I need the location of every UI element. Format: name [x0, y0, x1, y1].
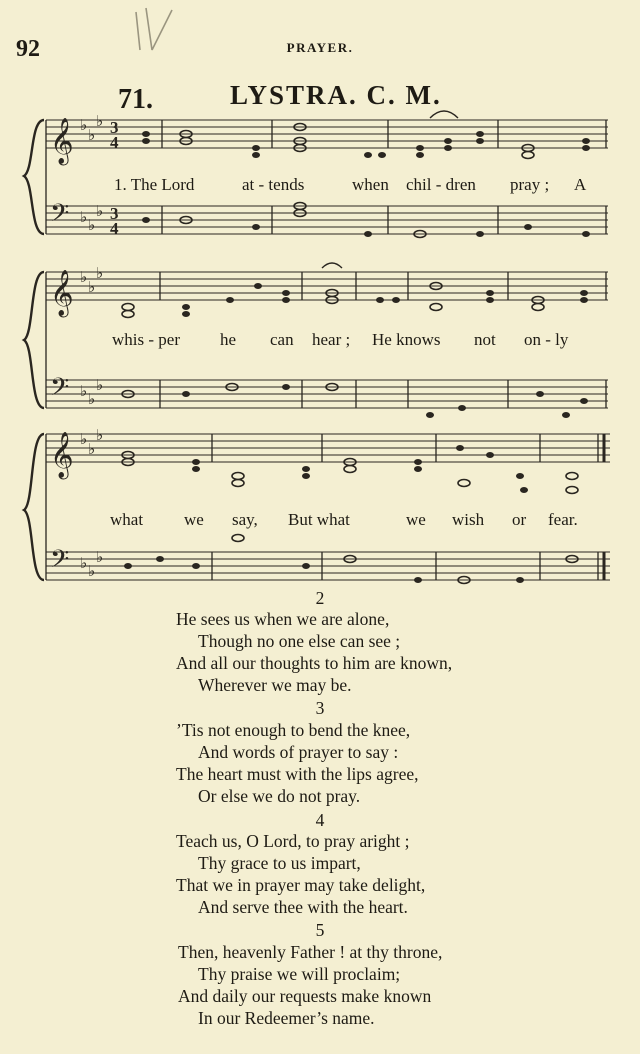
- verse-line: And serve thee with the heart.: [198, 897, 408, 917]
- bass-staff: [46, 206, 608, 234]
- bass-clef-icon: 𝄢: [50, 373, 70, 408]
- svg-text:4: 4: [110, 133, 119, 152]
- svg-text:♭: ♭: [80, 208, 88, 226]
- svg-text:4: 4: [110, 219, 119, 238]
- svg-text:♭: ♭: [96, 426, 104, 444]
- music-system-3: [0, 428, 640, 588]
- lyric-syllable: can: [270, 330, 294, 349]
- svg-text:3: 3: [110, 118, 119, 137]
- lyric-syllable: wish: [452, 510, 485, 529]
- lyric-syllable: 1. The Lord: [114, 175, 195, 194]
- lyric-syllable: we: [406, 510, 426, 529]
- svg-text:♭: ♭: [88, 216, 96, 234]
- lyrics-line-1: [0, 175, 640, 199]
- lyric-syllable: or: [512, 510, 527, 529]
- lyric-syllable: we: [184, 510, 204, 529]
- lyric-syllable: on - ly: [524, 330, 569, 349]
- verse-line: Teach us, O Lord, to pray aright ;: [176, 831, 410, 851]
- handwritten-mark: [132, 4, 182, 54]
- verse-5: [0, 920, 640, 1030]
- svg-text:♭: ♭: [88, 278, 96, 296]
- lyric-syllable: hear ;: [312, 330, 351, 349]
- lyric-syllable: whis - per: [112, 330, 180, 349]
- svg-text:♭: ♭: [80, 268, 88, 286]
- verse-line: Or else we do not pray.: [198, 786, 361, 806]
- verse-number: 2: [315, 588, 325, 608]
- verse-line: He sees us when we are alone,: [176, 609, 390, 629]
- verse-line: And all our thoughts to him are known,: [176, 653, 453, 673]
- lyric-syllable: fear.: [548, 510, 578, 529]
- lyric-syllable: say,: [232, 510, 258, 529]
- lyric-syllable: pray ;: [510, 175, 550, 194]
- verse-line: The heart must with the lips agree,: [176, 764, 419, 784]
- verse-line: And daily our requests make known: [178, 986, 432, 1006]
- treble-clef-icon: 𝄞: [50, 270, 74, 316]
- verse-number: 3: [315, 698, 325, 718]
- svg-text:♭: ♭: [88, 440, 96, 458]
- verse-4: [0, 810, 640, 920]
- system-brace: [24, 434, 44, 580]
- lyric-syllable: chil - dren: [406, 175, 476, 194]
- lyric-syllable: A: [574, 175, 587, 194]
- svg-text:♭: ♭: [88, 562, 96, 580]
- verse-line: Thy grace to us impart,: [198, 853, 361, 873]
- bass-clef-icon: 𝄢: [50, 545, 70, 580]
- verse-line: And words of prayer to say :: [198, 742, 399, 762]
- hymn-title: LYSTRA. C. M.: [230, 80, 442, 110]
- verse-line: In our Redeemer’s name.: [198, 1008, 375, 1028]
- lyric-syllable: But what: [288, 510, 350, 529]
- lyrics-line-3: [0, 510, 640, 534]
- verse-line: Though no one else can see ;: [198, 631, 401, 651]
- verse-line: That we in prayer may take delight,: [176, 875, 426, 895]
- bass-clef-icon: 𝄢: [50, 199, 70, 234]
- treble-clef-icon: 𝄞: [50, 118, 74, 164]
- verse-2: [0, 588, 640, 698]
- svg-text:♭: ♭: [96, 376, 104, 394]
- verse-3: [0, 698, 640, 808]
- hymn-number: 71.: [118, 84, 153, 115]
- verse-line: ’Tis not enough to bend the knee,: [176, 720, 411, 740]
- svg-text:♭: ♭: [80, 430, 88, 448]
- lyric-syllable: he: [220, 330, 237, 349]
- lyric-syllable: when: [352, 175, 389, 194]
- lyric-syllable: at - tends: [242, 175, 305, 194]
- svg-text:♭: ♭: [88, 390, 96, 408]
- treble-staff: [46, 120, 608, 148]
- svg-text:♭: ♭: [96, 202, 104, 220]
- verse-line: Then, heavenly Father ! at thy throne,: [178, 942, 443, 962]
- lyric-syllable: He knows: [372, 330, 441, 349]
- lyric-syllable: what: [110, 510, 144, 529]
- svg-text:♭: ♭: [88, 126, 96, 144]
- svg-text:♭: ♭: [96, 264, 104, 282]
- verse-number: 5: [315, 920, 325, 940]
- treble-clef-icon: 𝄞: [50, 432, 74, 478]
- svg-text:3: 3: [110, 204, 119, 223]
- svg-text:♭: ♭: [80, 382, 88, 400]
- verse-number: 4: [315, 810, 325, 830]
- lyric-syllable: not: [474, 330, 496, 349]
- lyrics-line-2: [0, 330, 640, 354]
- page-number: 92: [16, 36, 40, 62]
- svg-text:♭: ♭: [80, 116, 88, 134]
- section-title: PRAYER.: [286, 40, 354, 55]
- verse-line: Wherever we may be.: [198, 675, 352, 695]
- svg-text:♭: ♭: [96, 112, 104, 130]
- svg-text:♭: ♭: [96, 548, 104, 566]
- verse-line: Thy praise we will proclaim;: [198, 964, 401, 984]
- svg-text:♭: ♭: [80, 554, 88, 572]
